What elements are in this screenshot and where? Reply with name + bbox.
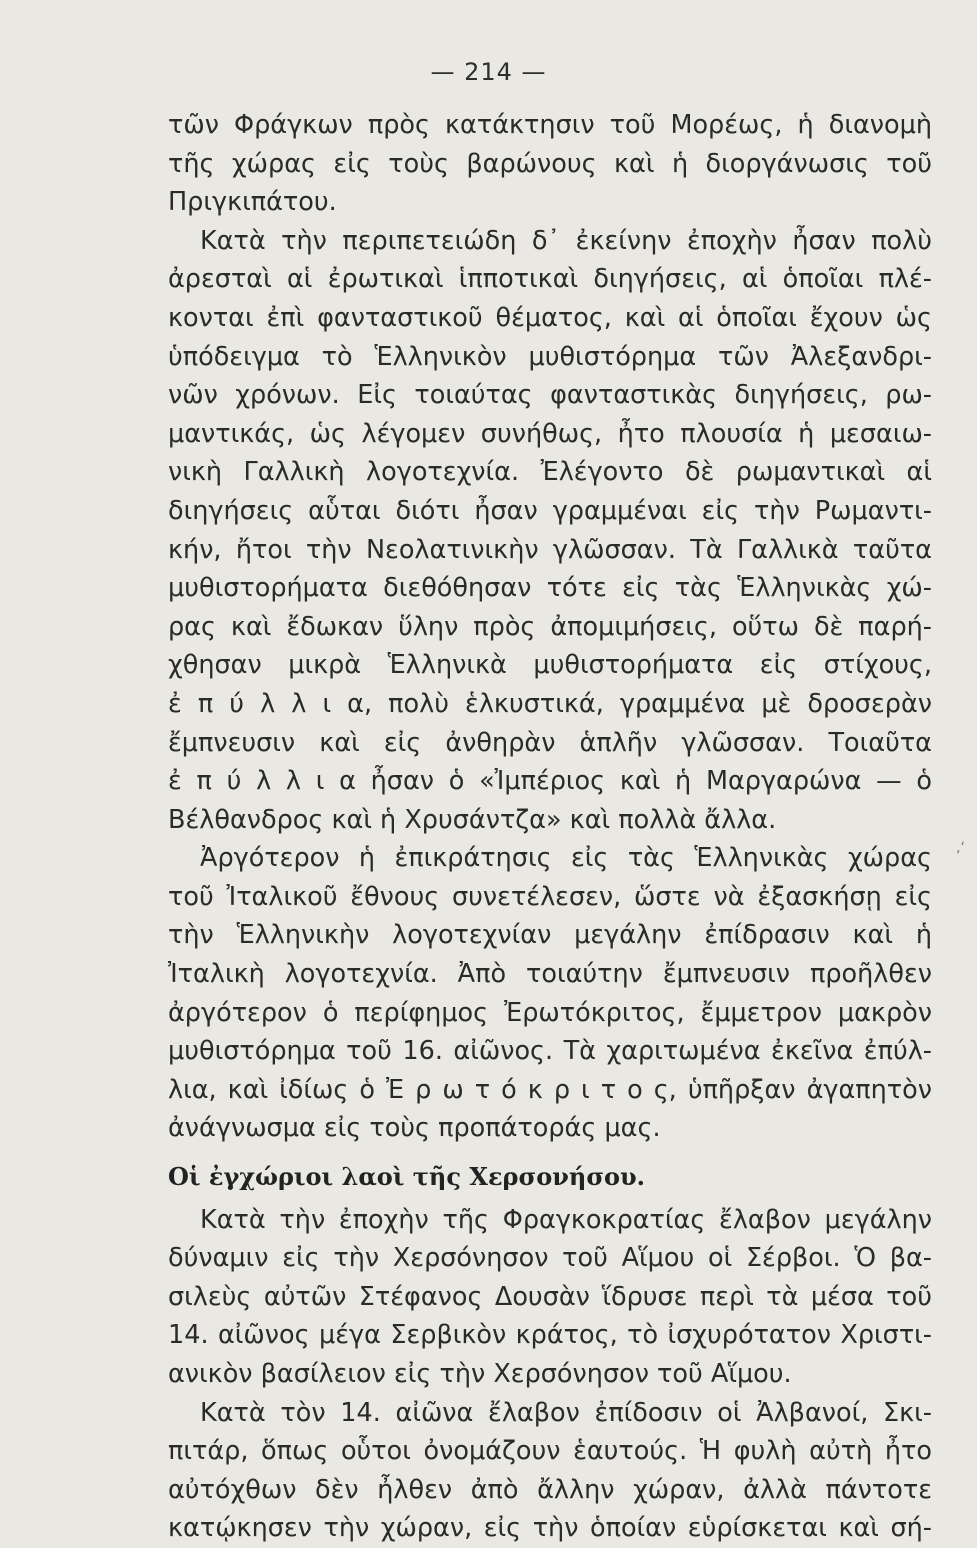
text-line: κονται ἐπὶ φανταστικοῦ θέματος, καὶ αἱ ὁποῖαι ἔχουν ὡς: [168, 302, 932, 333]
text-line: ἀρεσταὶ αἱ ἐρωτικαὶ ἱπποτικαὶ διηγήσεις, αἱ ὁποῖαι πλέ-: [168, 264, 932, 295]
text-line: νῶν χρόνων. Εἰς τοιαύτας φανταστικὰς διηγήσεις, ρω-: [168, 380, 932, 411]
text-line: τῆς χώρας εἰς τοὺς βαρώνους καὶ ἡ διοργάνωσις τοῦ: [168, 148, 932, 179]
text-line: 14. αἰῶνος μέγα Σερβικὸν κράτος, τὸ ἰσχυρότατον Χριστι-: [168, 1320, 932, 1351]
text-line: Κατὰ τὸν 14. αἰῶνα ἔλαβον ἐπίδοσιν οἱ Ἀλβανοί, Σκι-: [200, 1397, 932, 1428]
text-line: δύναμιν εἰς τὴν Χερσόνησον τοῦ Αἵμου οἱ Σέρβοι. Ὁ βα-: [168, 1243, 932, 1274]
text-line: τῶν Φράγκων πρὸς κατάκτησιν τοῦ Μορέως, ἡ διανομὴ: [168, 110, 932, 140]
text-line: κατῴκησεν τὴν χώραν, εἰς τὴν ὁποίαν εὑρίσκεται καὶ σή-: [168, 1513, 932, 1544]
text-line: Ἰταλικὴ λογοτεχνία. Ἀπὸ τοιαύτην ἔμπνευσιν προῆλθεν: [168, 959, 932, 990]
text-line: ρας καὶ ἔδωκαν ὕλην πρὸς ἀπομιμήσεις, οὕτω δὲ παρή-: [168, 611, 932, 642]
text-line: μυθιστόρημα τοῦ 16. αἰῶνος. Τὰ χαριτωμένα ἐκεῖνα ἐπύλ-: [168, 1036, 932, 1067]
text-line: σιλεὺς αὐτῶν Στέφανος Δουσὰν ἵδρυσε περὶ τὰ μέσα τοῦ: [168, 1281, 932, 1312]
text-line: τὴν Ἑλληνικὴν λογοτεχνίαν μεγάλην ἐπίδρασιν καὶ ἡ: [168, 920, 932, 951]
text-line: τοῦ Ἰταλικοῦ ἔθνους συνετέλεσεν, ὥστε νὰ ἐξασκήσῃ εἰς: [168, 881, 932, 912]
text-line: ανικὸν βασίλειον εἰς τὴν Χερσόνησον τοῦ Αἵμου.: [168, 1359, 792, 1389]
text-line: χθησαν μικρὰ Ἑλληνικὰ μυθιστορήματα εἰς στίχους,: [168, 650, 932, 681]
text-line: Κατὰ τὴν ἐποχὴν τῆς Φραγκοκρατίας ἔλαβον μεγάλην: [200, 1204, 932, 1235]
paragraph-group-native-peoples: [168, 1201, 932, 1548]
text-line: πιτάρ, ὅπως οὗτοι ὀνομάζουν ἑαυτούς. Ἡ φυλὴ αὐτὴ ἦτο: [168, 1436, 932, 1467]
text-line: ἐ π ύ λ λ ι α ἦσαν ὁ «Ἰμπέριος καὶ ἡ Μαργαρώνα — ὁ: [168, 766, 932, 797]
text-line: ἀργότερον ὁ περίφημος Ἐρωτόκριτος, ἔμμετρον μακρὸν: [168, 997, 932, 1028]
text-line: κήν, ἤτοι τὴν Νεολατινικὴν γλῶσσαν. Τὰ Γαλλικὰ ταῦτα: [168, 534, 932, 565]
paragraph-group-frankish-romances: [168, 106, 932, 1148]
text-line: μυθιστορήματα διεθόθησαν τότε εἰς τὰς Ἑλληνικὰς χώ-: [168, 573, 932, 604]
text-line: νικὴ Γαλλικὴ λογοτεχνία. Ἐλέγοντο δὲ ρωμαντικαὶ αἱ: [168, 457, 932, 488]
text-line: ὑπόδειγμα τὸ Ἑλληνικὸν μυθιστόρημα τῶν Ἀλεξανδρι-: [168, 341, 932, 372]
text-line: Πριγκιπάτου.: [168, 187, 337, 218]
margin-mark: ‚‘: [956, 840, 965, 856]
text-line: διηγήσεις αὗται διότι ἦσαν γραμμέναι εἰς τὴν Ρωμαντι-: [168, 495, 932, 526]
text-line: Ἀργότερον ἡ ἐπικράτησις εἰς τὰς Ἑλληνικὰς χώρας: [200, 843, 932, 874]
text-line: ἀνάγνωσμα εἰς τοὺς προπάτοράς μας.: [168, 1113, 661, 1144]
body-text: [168, 106, 932, 1548]
page-number: — 214 —: [430, 58, 547, 86]
section-heading: Οἱ ἐγχώριοι λαοὶ τῆς Χερσονήσου.: [168, 1162, 646, 1192]
text-line: αὐτόχθων δὲν ἦλθεν ἀπὸ ἄλλην χώραν, ἀλλὰ πάντοτε: [168, 1474, 932, 1505]
text-line: Βέλθανδρος καὶ ἡ Χρυσάντζα» καὶ πολλὰ ἄλλα.: [168, 804, 777, 835]
text-line: λια, καὶ ἰδίως ὁ Ἐ ρ ω τ ό κ ρ ι τ ο ς, ὑπῆρξαν ἀγαπητὸν: [168, 1074, 932, 1105]
text-line: ἔμπνευσιν καὶ εἰς ἀνθηρὰν ἁπλῆν γλῶσσαν. Τοιαῦτα: [168, 727, 932, 758]
text-line: Κατὰ τὴν περιπετειώδη δ᾽ ἐκείνην ἐποχὴν ἦσαν πολὺ: [200, 225, 932, 256]
text-line: μαντικάς, ὡς λέγομεν συνήθως, ἦτο πλουσία ἡ μεσαιω-: [168, 418, 932, 449]
text-line: ἐ π ύ λ λ ι α, πολὺ ἑλκυστικά, γραμμένα μὲ δροσερὰν: [168, 688, 932, 719]
